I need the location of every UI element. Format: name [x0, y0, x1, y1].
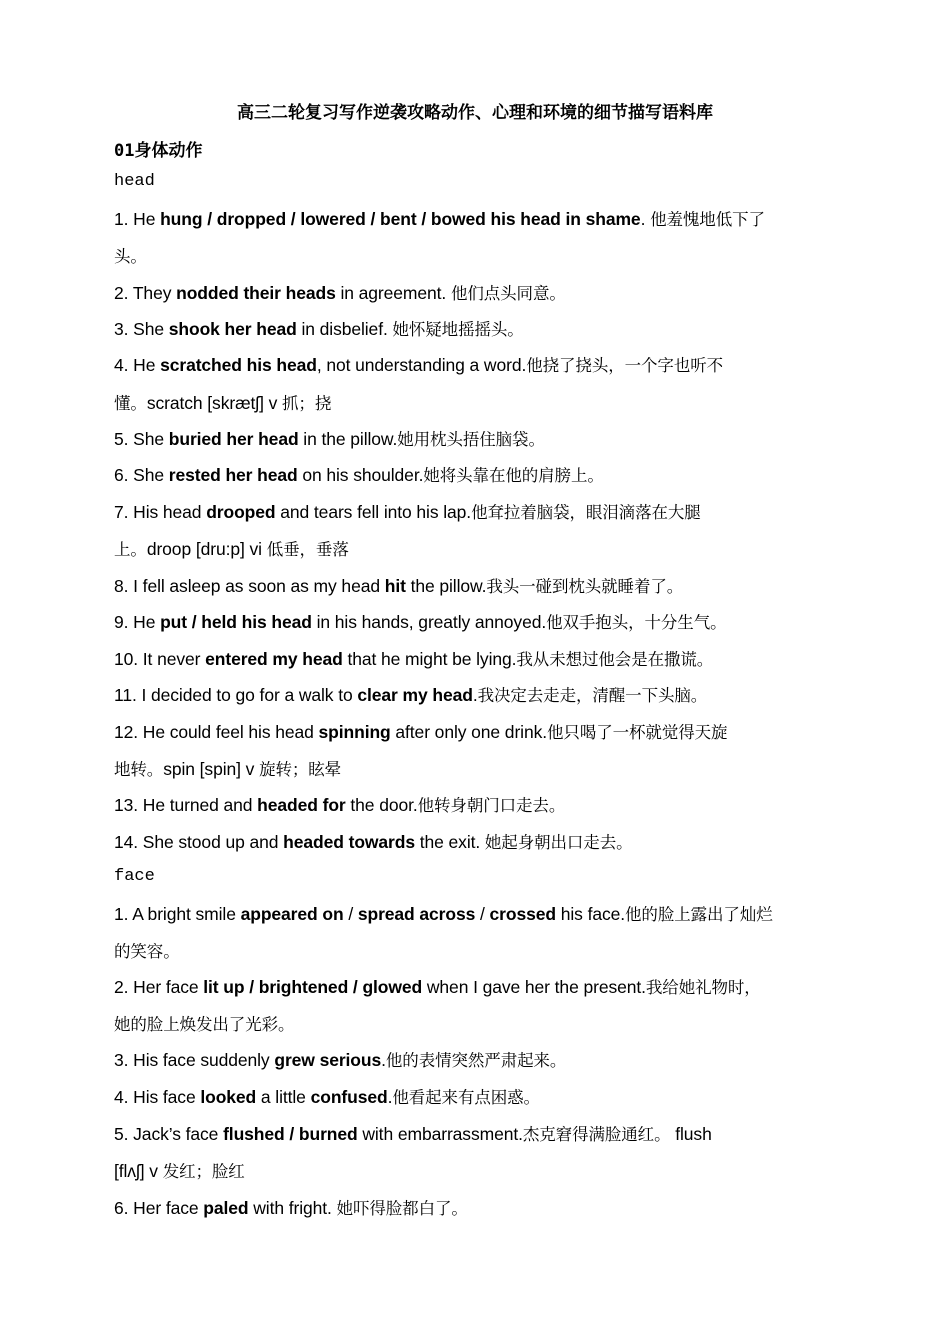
head-example-4: 4. He scratched his head, not understanding a word.他挠了挠头，一个字也听不 [114, 355, 724, 375]
head-example-8: 8. I fell asleep as soon as my head hit the pillow.我头一碰到枕头就睡着了。 [114, 576, 684, 596]
face-example-3: 3. His face suddenly grew serious.他的表情突然严肃起来。 [114, 1050, 567, 1070]
head-example-7: 7. His head drooped and tears fell into his lap.他耷拉着脑袋，眼泪滴落在大腿 [114, 502, 701, 522]
head-example-12-cont: 地转。spin [spin] v 旋转；眩晕 [114, 759, 342, 779]
face-example-1: 1. A bright smile appeared on / spread across / crossed his face.他的脸上露出了灿烂 [114, 904, 773, 924]
head-example-6: 6. She rested her head on his shoulder.她将头靠在他的肩膀上。 [114, 465, 604, 485]
head-example-13: 13. He turned and headed for the door.他转身朝门口走去。 [114, 795, 566, 815]
face-example-6: 6. Her face paled with fright. 她吓得脸都白了。 [114, 1198, 468, 1218]
face-example-1-cont: 的笑容。 [114, 942, 180, 961]
face-example-5: 5. Jack’s face flushed / burned with embarrassment.杰克窘得满脸通红。 flush [114, 1124, 712, 1144]
head-example-10: 10. It never entered my head that he might be lying.我从未想过他会是在撒谎。 [114, 649, 714, 669]
head-example-1-cont: 头。 [114, 247, 147, 266]
head-example-2: 2. They nodded their heads in agreement. 他们点头同意。 [114, 283, 566, 303]
head-example-12: 12. He could feel his head spinning after only one drink.他只喝了一杯就觉得天旋 [114, 722, 728, 742]
face-example-2: 2. Her face lit up / brightened / glowed when I gave her the present.我给她礼物时， [114, 977, 761, 997]
head-example-11: 11. I decided to go for a walk to clear my head.我决定去走走，清醒一下头脑。 [114, 685, 708, 705]
head-example-3: 3. She shook her head in disbelief. 她怀疑地摇摇头。 [114, 319, 524, 339]
head-example-1: 1. He hung / dropped / lowered / bent / bowed his head in shame. 他羞愧地低下了 [114, 209, 765, 229]
head-example-14: 14. She stood up and headed towards the exit. 她起身朝出口走去。 [114, 832, 633, 852]
section-heading: 01身体动作 [114, 141, 203, 161]
head-example-7-cont: 上。droop [dru:p] vi 低垂，垂落 [114, 539, 349, 559]
face-example-2-cont: 她的脸上焕发出了光彩。 [114, 1015, 295, 1034]
head-example-4-cont: 懂。scratch [skrætʃ] v 抓；挠 [114, 393, 332, 413]
face-example-5-cont: [flʌʃ] v 发红；脸红 [114, 1161, 245, 1181]
face-example-4: 4. His face looked a little confused.他看起来有点困惑。 [114, 1087, 540, 1107]
head-example-5: 5. She buried her head in the pillow.她用枕头捂住脑袋。 [114, 429, 545, 449]
subheading-face: face [114, 867, 155, 886]
document-title: 高三二轮复习写作逆袭攻略动作、心理和环境的细节描写语料库 [237, 103, 713, 123]
subheading-head: head [114, 172, 155, 191]
head-example-9: 9. He put / held his head in his hands, greatly annoyed.他双手抱头，十分生气。 [114, 612, 727, 632]
